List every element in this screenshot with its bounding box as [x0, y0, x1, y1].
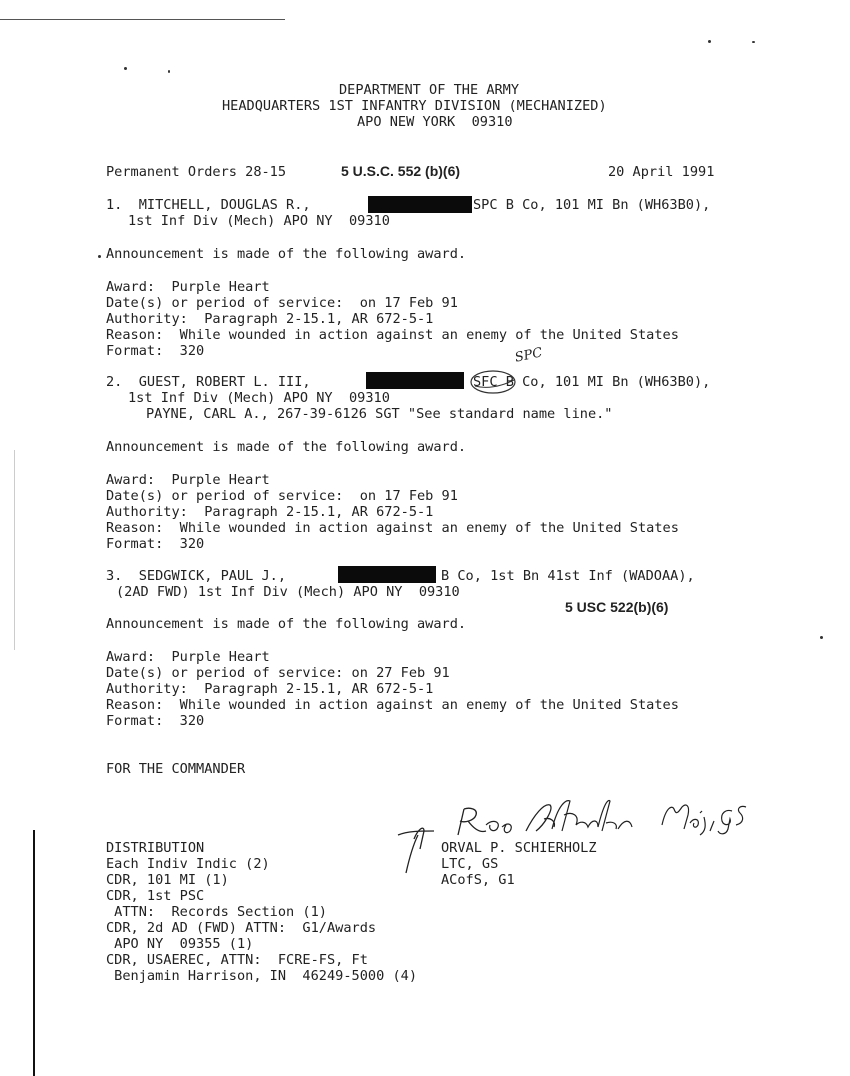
entry-1-division: 1st Inf Div (Mech) APO NY 09310 [128, 213, 390, 229]
entry-3-division: (2AD FWD) 1st Inf Div (Mech) APO NY 09310 [116, 584, 460, 600]
signer-name: ORVAL P. SCHIERHOLZ [441, 840, 597, 856]
entry-3-announcement: Announcement is made of the following award. [106, 616, 467, 632]
header-hq: HEADQUARTERS 1ST INFANTRY DIVISION (MECHANIZED) [222, 98, 607, 114]
scan-speck [752, 41, 755, 43]
scan-speck [124, 67, 127, 70]
scan-speck [820, 636, 823, 639]
entry-2-reason: Reason: While wounded in action against an enemy of the United States [106, 520, 679, 536]
redaction-block [338, 566, 436, 583]
entry-1-unit: SPC B Co, 101 MI Bn (WH63B0), [473, 197, 711, 213]
entry-3-unit: B Co, 1st Bn 41st Inf (WADOAA), [441, 568, 695, 584]
entry-1-reason: Reason: While wounded in action against an enemy of the United States [106, 327, 679, 343]
entry-2-authority: Authority: Paragraph 2-15.1, AR 672-5-1 [106, 504, 434, 520]
scan-edge-line [14, 450, 15, 650]
signer-rank: LTC, GS [441, 856, 499, 872]
signer-title: ACofS, G1 [441, 872, 515, 888]
entry-2-amendment: PAYNE, CARL A., 267-39-6126 SGT "See standard name line." [146, 406, 613, 422]
entry-1-award: Award: Purple Heart [106, 279, 270, 295]
entry-2-dates: Date(s) or period of service: on 17 Feb 91 [106, 488, 458, 504]
scan-edge-line [33, 830, 35, 1076]
entry-1-authority: Authority: Paragraph 2-15.1, AR 672-5-1 [106, 311, 434, 327]
header-apo: APO NEW YORK 09310 [357, 114, 513, 130]
distribution-line: CDR, 1st PSC [106, 888, 205, 904]
entry-2-unit: SFC B Co, 101 MI Bn (WH63B0), [473, 374, 711, 390]
entry-3-format: Format: 320 [106, 713, 205, 729]
handwritten-note: SPC [513, 345, 544, 366]
header-dept: DEPARTMENT OF THE ARMY [339, 82, 520, 98]
entry-1-dates: Date(s) or period of service: on 17 Feb 91 [106, 295, 458, 311]
entry-3-authority: Authority: Paragraph 2-15.1, AR 672-5-1 [106, 681, 434, 697]
exemption-stamp: 5 U.S.C. 552 (b)(6) [341, 163, 461, 179]
distribution-line: Benjamin Harrison, IN 46249-5000 (4) [106, 968, 417, 984]
distribution-line: ATTN: Records Section (1) [106, 904, 327, 920]
orders-number: Permanent Orders 28-15 [106, 164, 287, 180]
entry-2-award: Award: Purple Heart [106, 472, 270, 488]
distribution-heading: DISTRIBUTION [106, 840, 205, 856]
entry-1-name: 1. MITCHELL, DOUGLAS R., [106, 197, 311, 213]
entry-2-format: Format: 320 [106, 536, 205, 552]
entry-3-award: Award: Purple Heart [106, 649, 270, 665]
entry-3-reason: Reason: While wounded in action against an enemy of the United States [106, 697, 679, 713]
entry-1-announcement: Announcement is made of the following award. [106, 246, 467, 262]
entry-2-division: 1st Inf Div (Mech) APO NY 09310 [128, 390, 390, 406]
scan-speck [708, 40, 711, 43]
distribution-line: CDR, USAEREC, ATTN: FCRE-FS, Ft [106, 952, 368, 968]
distribution-line: CDR, 101 MI (1) [106, 872, 229, 888]
entry-3-dates: Date(s) or period of service: on 27 Feb 91 [106, 665, 450, 681]
redaction-block [366, 372, 464, 389]
scan-edge-line [0, 19, 285, 20]
scan-speck [98, 255, 101, 258]
redaction-block [368, 196, 472, 213]
entry-3-name: 3. SEDGWICK, PAUL J., [106, 568, 287, 584]
entry-2-name: 2. GUEST, ROBERT L. III, [106, 374, 311, 390]
distribution-line: APO NY 09355 (1) [106, 936, 254, 952]
entry-1-format: Format: 320 [106, 343, 205, 359]
distribution-line: CDR, 2d AD (FWD) ATTN: G1/Awards [106, 920, 377, 936]
for-the-commander: FOR THE COMMANDER [106, 761, 246, 777]
distribution-line: Each Indiv Indic (2) [106, 856, 270, 872]
orders-date: 20 April 1991 [608, 164, 715, 180]
exemption-stamp: 5 USC 522(b)(6) [565, 599, 669, 615]
scan-speck [168, 70, 170, 73]
entry-2-announcement: Announcement is made of the following award. [106, 439, 467, 455]
